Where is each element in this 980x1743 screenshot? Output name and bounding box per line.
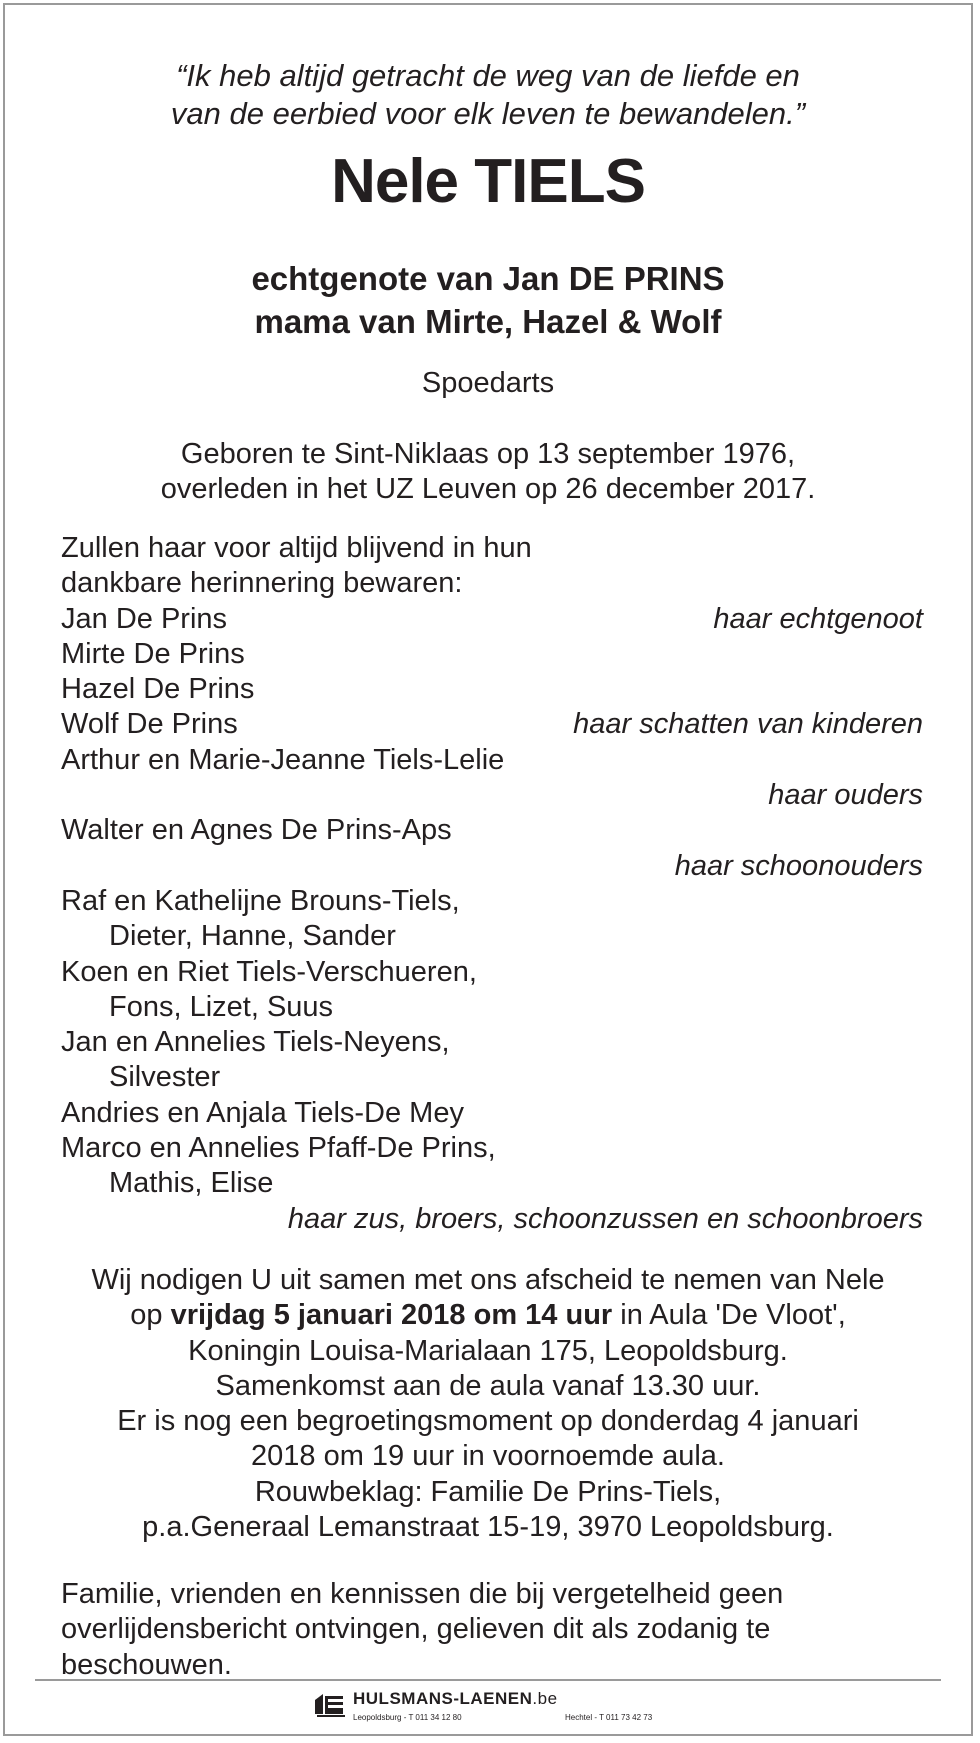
mourner-relation: haar schatten van kinderen <box>573 708 923 741</box>
opening-quote <box>5 57 971 133</box>
closing-line-1: Familie, vrienden en kennissen die bij vergetelheid geen <box>61 1578 784 1610</box>
closing-line-3: beschouwen. <box>61 1648 232 1681</box>
mourner-name: Mirte De Prins <box>61 637 245 670</box>
invitation-line-5: Er is nog een begroetingsmoment op donderdag 4 januari <box>117 1405 859 1438</box>
profession: Spoedarts <box>421 367 555 399</box>
mourner-name: Walter en Agnes De Prins-Aps <box>61 814 452 847</box>
mourner-row <box>61 1096 923 1131</box>
mourner-row <box>61 1060 923 1095</box>
invitation-line-2-post: in Aula 'De Vloot', <box>612 1299 846 1332</box>
mourner-name: Andries en Anjala Tiels-De Mey <box>61 1096 464 1129</box>
mourner-name: Fons, Lizet, Suus <box>109 990 334 1023</box>
brand-name <box>353 1689 558 1709</box>
footer-divider <box>35 1679 941 1681</box>
mourner-row <box>61 1025 923 1060</box>
invitation-line-2-pre: op <box>130 1299 171 1332</box>
address-hechtel: Hechtel - T 011 73 42 73 <box>565 1713 653 1722</box>
birth-death <box>5 437 971 507</box>
mourner-row <box>61 849 923 884</box>
obituary-card <box>3 3 973 1736</box>
birth-line: Geboren te Sint-Niklaas op 13 september 1976, <box>180 438 796 470</box>
brand-tld: .be <box>532 1689 558 1708</box>
mourner-row <box>61 813 923 848</box>
mourner-row <box>61 743 923 778</box>
mourner-row <box>61 778 923 813</box>
mourner-row <box>61 919 923 954</box>
mourner-row <box>61 955 923 990</box>
mourner-row <box>61 1131 923 1166</box>
closing-note <box>61 1577 923 1683</box>
mourner-name: Hazel De Prins <box>61 673 255 706</box>
mourner-row <box>61 602 923 637</box>
funeral-invitation <box>5 1263 971 1545</box>
invitation-line-1: Wij nodigen U uit samen met ons afscheid te nemen van Nele <box>91 1264 885 1296</box>
relations <box>5 257 971 343</box>
footer <box>5 1686 971 1730</box>
mourner-row <box>61 1202 923 1237</box>
mourner-row <box>61 566 923 601</box>
mourner-name: Silvester <box>109 1061 221 1094</box>
mourner-row <box>61 884 923 919</box>
mourner-row <box>61 531 923 566</box>
hulsmans-laenen-logo-icon <box>313 1690 347 1718</box>
mourner-name: Zullen haar voor altijd blijvend in hun <box>61 532 532 564</box>
children-line: mama van Mirte, Hazel & Wolf <box>254 303 722 340</box>
address-leopoldsburg: Leopoldsburg - T 011 34 12 80 <box>353 1713 462 1722</box>
quote-line-2: van de eerbied voor elk leven te bewandelen.” <box>170 96 806 131</box>
mourner-name: dankbare herinnering bewaren: <box>61 567 463 600</box>
mourner-name: Raf en Kathelijne Brouns-Tiels, <box>61 884 460 917</box>
mourner-name: Jan en Annelies Tiels-Neyens, <box>61 1026 450 1059</box>
invitation-line-6: 2018 om 19 uur in voornoemde aula. <box>251 1440 725 1473</box>
mourner-name: Marco en Annelies Pfaff-De Prins, <box>61 1132 496 1165</box>
ceremony-date: vrijdag 5 januari 2018 om 14 uur <box>170 1299 613 1332</box>
invitation-line-3: Koningin Louisa-Marialaan 175, Leopoldsburg. <box>188 1334 788 1367</box>
mourner-relation: haar schoonouders <box>674 849 923 882</box>
mourners-list <box>61 531 923 1237</box>
mourner-row <box>61 637 923 672</box>
invitation-line-4: Samenkomst aan de aula vanaf 13.30 uur. <box>215 1369 761 1402</box>
mourner-relation: haar echtgenoot <box>713 602 923 635</box>
mourner-row <box>61 707 923 742</box>
mourner-name: Koen en Riet Tiels-Verschueren, <box>61 955 477 988</box>
brand-label: HULSMANS-LAENEN <box>353 1689 533 1708</box>
mourner-row <box>61 672 923 707</box>
invitation-line-8: p.a.Generaal Lemanstraat 15-19, 3970 Leopoldsburg. <box>142 1511 834 1544</box>
deceased-name: Nele TIELS <box>331 147 645 216</box>
quote-line-1: “Ik heb altijd getracht de weg van de liefde en <box>176 58 800 93</box>
mourner-name: Mathis, Elise <box>109 1167 274 1200</box>
mourner-row <box>61 990 923 1025</box>
mourner-name: Jan De Prins <box>61 602 228 635</box>
mourner-row <box>61 1166 923 1201</box>
mourner-name: Dieter, Hanne, Sander <box>109 920 396 953</box>
invitation-line-7: Rouwbeklag: Familie De Prins-Tiels, <box>254 1475 722 1508</box>
mourner-relation: haar zus, broers, schoonzussen en schoonbroers <box>287 1202 923 1235</box>
closing-line-2: overlijdensbericht ontvingen, gelieven dit als zodanig te <box>61 1613 771 1646</box>
mourner-relation: haar ouders <box>768 779 923 812</box>
mourner-name: Arthur en Marie-Jeanne Tiels-Lelie <box>61 743 505 776</box>
invitation-line-2 <box>5 1298 971 1333</box>
spouse-line: echtgenote van Jan DE PRINS <box>251 260 725 297</box>
death-line: overleden in het UZ Leuven op 26 december 2017. <box>160 473 816 505</box>
mourner-name: Wolf De Prins <box>61 708 238 741</box>
